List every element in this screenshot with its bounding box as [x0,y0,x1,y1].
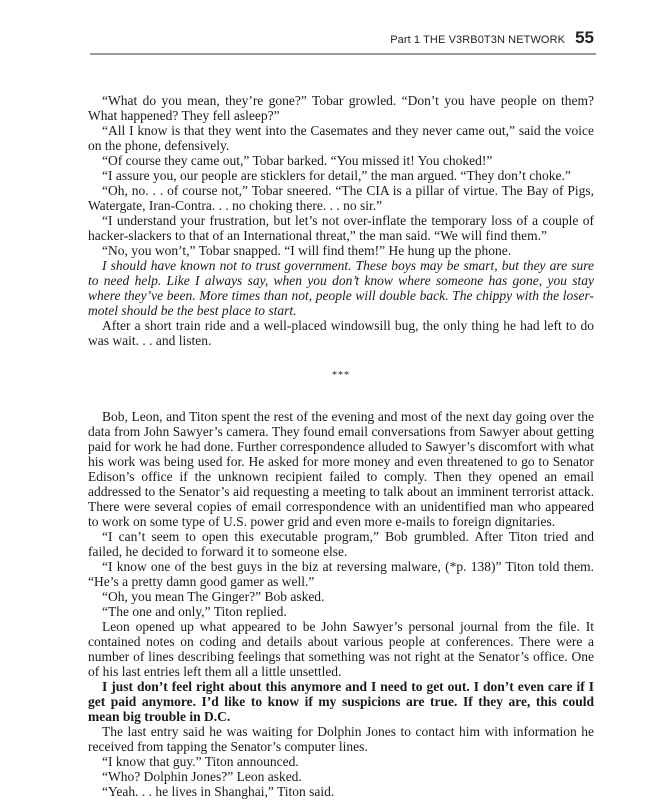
paragraph: “Of course they came out,” Tobar barked. “You missed it! You choked!” [102,153,493,168]
paragraph: “Oh, no. . . of course not,” Tobar sneered. “The CIA is a pillar of virtue. The Bay of Pigs, Watergate, Iran-Contra. . . no choking there. . . no sir.” [88,183,594,213]
header-rule [90,53,596,55]
section-break: *** [332,370,350,381]
paragraph: “The one and only,” Titon replied. [102,604,287,619]
section-two [88,409,594,799]
part-title: Part 1 THE V3RB0T3N NETWORK [390,34,566,46]
paragraph: “Yeah. . . he lives in Shanghai,” Titon said. [102,784,335,799]
paragraph: “I know that guy.” Titon announced. [102,754,299,769]
paragraph: “Oh, you mean The Ginger?” Bob asked. [102,589,325,604]
paragraph: “No, you won’t,” Tobar snapped. “I will find them!” He hung up the phone. [102,243,512,258]
paragraph: The last entry said he was waiting for Dolphin Jones to contact him with information he received from tapping the Senator’s computer lines. [88,724,594,754]
paragraph: “I assure you, our people are sticklers for detail,” the man argued. “They don’t choke.” [102,168,571,183]
paragraph: Leon opened up what appeared to be John Sawyer’s personal journal from the file. It contained notes on coding and details about various people at conferences. There were a number of lines describing feelings that something was not right at the Senator’s office. One of his last entries left them all a little unsettled. [88,619,594,679]
paragraph: After a short train ride and a well-placed windowsill bug, the only thing he had left to do was wait. . . and listen. [88,318,594,348]
paragraph: I should have known not to trust government. These boys may be smart, but they are sure to need help. Like I always say, when you don’t know where someone has gone, you stay where they’ve been. More times than not, people will double back. The chippy with the loser-motel should be the best place to start. [88,258,594,318]
paragraph: I just don’t feel right about this anymore and I need to get out. I don’t even care if I get paid anymore. I’d like to know if my suspicions are true. If they are, this could mean big trouble in D.C. [88,679,594,724]
page-number: 55 [575,28,594,47]
paragraph: Bob, Leon, and Titon spent the rest of the evening and most of the next day going over the data from John Sawyer’s camera. They found email conversations from Sawyer about getting paid for work he had done. Further correspondence alluded to Sawyer’s discomfort with what his work was being used for. He asked for more money and even threatened to go to Senator Edison’s office if the unknown recipient failed to comply. Then they opened an email addressed to the Senator’s aid requesting a meeting to talk about an imminent terrorist attack. There were several copies of email correspondence with an unidentified man who appeared to work on some type of U.S. power grid and even more e-mails to foreign dignitaries. [88,409,594,529]
paragraph: “I can’t seem to open this executable program,” Bob grumbled. After Titon tried and failed, he decided to forward it to someone else. [88,529,594,559]
paragraph: “Who? Dolphin Jones?” Leon asked. [102,769,302,784]
section-one [88,93,594,348]
paragraph: “I know one of the best guys in the biz at reversing malware, (*p. 138)” Titon told them. “He’s a pretty damn good gamer as well.” [88,559,594,589]
running-header [60,28,594,48]
paragraph: “I understand your frustration, but let’s not over-inflate the temporary loss of a couple of hacker-slackers to that of an International threat,” the man said. “We will find them.” [88,213,594,243]
paragraph: “What do you mean, they’re gone?” Tobar growled. “Don’t you have people on them? What happened? They fell asleep?” [88,93,594,123]
page-body [88,93,594,799]
paragraph: “All I know is that they went into the Casemates and they never came out,” said the voice on the phone, defensively. [88,123,594,153]
